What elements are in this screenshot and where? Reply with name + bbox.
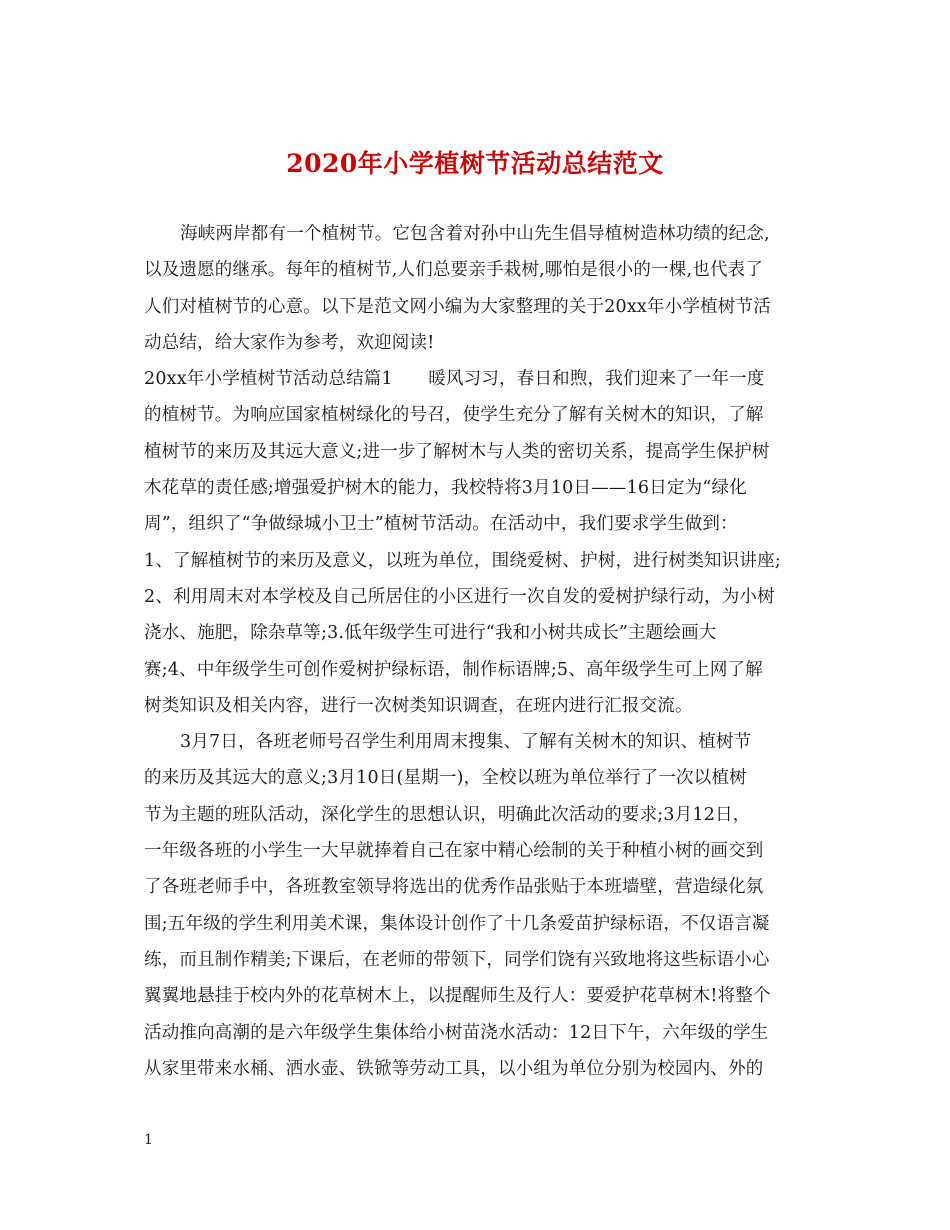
paragraph-line: 活动推向高潮的是六年级学生集体给小树苗浇水活动：12日下午，六年级的学生 — [144, 1022, 769, 1043]
paragraph-line: 的植树节。为响应国家植树绿化的号召，使学生充分了解有关树木的知识，了解 — [144, 405, 764, 426]
page-number: 1 — [144, 1132, 153, 1148]
paragraph-line: 的来历及其远大的意义;3月10日(星期一)，全校以班为单位举行了一次以植树 — [144, 768, 747, 789]
paragraph-line: 木花草的责任感;增强爱护树木的能力，我校特将3月10日——16日定为“绿化 — [144, 478, 747, 499]
paragraph-line: 以及遗愿的继承。每年的植树节,人们总要亲手栽树,哪怕是很小的一棵,也代表了 — [144, 260, 764, 281]
paragraph-line: 了各班老师手中，各班教室领导将选出的优秀作品张贴于本班墙壁，营造绿化氛 — [144, 877, 764, 898]
paragraph-line: 浇水、施肥，除杂草等;3.低年级学生可进行“我和小树共成长”主题绘画大 — [144, 623, 717, 644]
paragraph-line: 从家里带来水桶、洒水壶、铁锨等劳动工具，以小组为单位分别为校园内、外的 — [144, 1058, 764, 1079]
paragraph-line: 动总结，给大家作为参考，欢迎阅读! — [144, 332, 435, 353]
paragraph-line: 1、了解植树节的来历及意义，以班为单位，围绕爱树、护树，进行树类知识讲座; — [144, 550, 781, 571]
paragraph-line: 围;五年级的学生利用美术课，集体设计创作了十几条爱苗护绿标语，不仅语言凝 — [144, 913, 770, 934]
paragraph-line: 翼翼地悬挂于校内外的花草树木上，以提醒师生及行人：要爱护花草树木!将整个 — [144, 986, 771, 1007]
paragraph-line: 3月7日，各班老师号召学生利用周末搜集、了解有关树木的知识、植树节 — [180, 732, 752, 753]
paragraph-line: 植树节的来历及其远大意义;进一步了解树木与人类的密切关系，提高学生保护树 — [144, 441, 770, 462]
paragraph-line: 练，而且制作精美;下课后，在老师的带领下，同学们饶有兴致地将这些标语小心 — [144, 949, 770, 970]
document-title: 2020年小学植树节活动总结范文 — [286, 149, 664, 178]
paragraph-line: 人们对植树节的心意。以下是范文网小编为大家整理的关于20xx年小学植树节活 — [144, 296, 771, 317]
paragraph-line: 一年级各班的小学生一大早就捧着自己在家中精心绘制的关于种植小树的画交到 — [144, 841, 764, 862]
paragraph-line: 20xx年小学植树节活动总结篇1 暖风习习，春日和煦，我们迎来了一年一度 — [144, 369, 765, 390]
paragraph-line: 海峡两岸都有一个植树节。它包含着对孙中山先生倡导植树造林功绩的纪念, — [180, 224, 770, 244]
paragraph-line: 节为主题的班队活动，深化学生的思想认识，明确此次活动的要求;3月12日， — [144, 804, 751, 825]
paragraph-line: 赛;4、中年级学生可创作爱树护绿标语，制作标语牌;5、高年级学生可上网了解 — [144, 659, 763, 680]
paragraph-line: 2、利用周末对本学校及自己所居住的小区进行一次自发的爱树护绿行动，为小树 — [144, 586, 775, 607]
paragraph-line: 周”，组织了“争做绿城小卫士”植树节活动。在活动中，我们要求学生做到： — [144, 514, 738, 535]
document-body — [144, 216, 830, 1087]
paragraph-line: 树类知识及相关内容，进行一次树类知识调查，在班内进行汇报交流。 — [144, 695, 693, 716]
